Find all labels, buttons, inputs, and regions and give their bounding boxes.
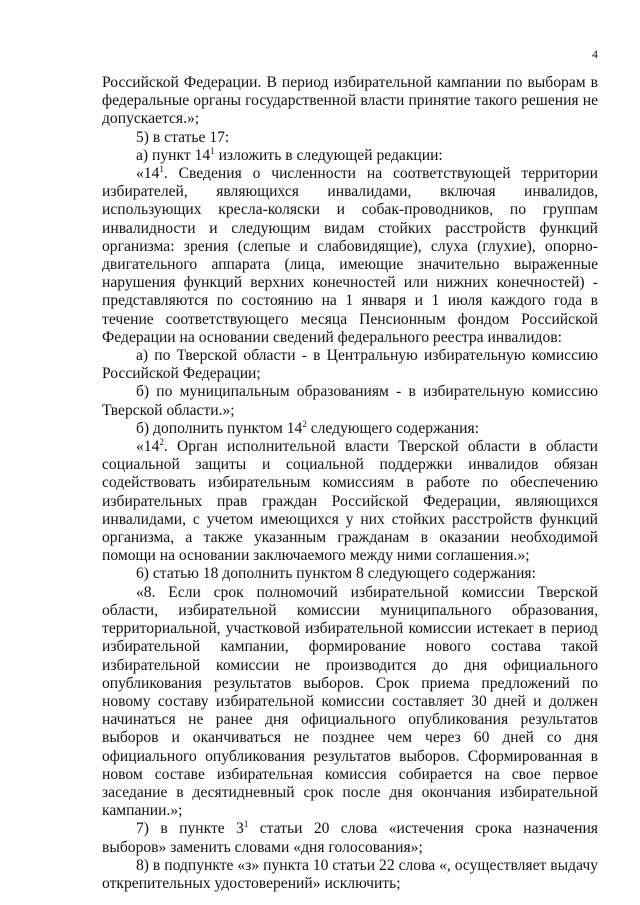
superscript: 1 xyxy=(159,164,164,175)
page-number: 4 xyxy=(592,47,598,61)
paragraph-2: 5) в статье 17: xyxy=(136,128,230,146)
paragraph-7: б) дополнить пунктом $14^2$ следующего содержания: xyxy=(136,418,479,437)
paragraph-12: 8) в подпункте «з» пункта 10 статьи 22 слова «, осуществляет выдачу открепительных удостоверений» исключить; xyxy=(102,856,598,892)
paragraph-11: 7) в пункте $3^1$ статьи 20 слова «истечения срока назначения выборов» заменить словами «дня голосования»; xyxy=(102,819,598,856)
paragraph-10: «8. Если срок полномочий избирательной комиссии Тверской области, избирательной комиссии муниципального образования, территориальной, участковой избирательной комиссии истекает в период избирательной кампании, формирование нового состава такой избирательной комиссии не производится до дня официального опубликования результатов выборов. Срок приема предложений по новому составу избирательной комиссии составляет 30 дней и должен начинаться не ранее дня официального опубликования результатов выборов и оканчиваться не позднее чем через 60 дней со дня официального опубликования результатов выборов. Сформированная в новом составе избирательная комиссия собирается на свое первое заседание в десятидневный срок после дня окончания избирательной кампании.»; xyxy=(102,583,598,820)
paragraph-1: Российской Федерации. В период избирательной кампании по выборам в федеральные органы государственной власти принятие такого решения не допускается.»; xyxy=(102,74,598,128)
paragraph-5: а) по Тверской области - в Центральную избирательную комиссию Российской Федерации; xyxy=(102,347,598,383)
superscript: 1 xyxy=(243,819,249,830)
paragraph-9: 6) статью 18 дополнить пунктом 8 следующего содержания: xyxy=(136,565,536,583)
paragraph-3: а) пункт $14^1$ изложить в следующей редакции: xyxy=(136,145,443,164)
paragraph-6: б) по муниципальным образованиям - в избирательную комиссию Тверской области.»; xyxy=(102,383,598,419)
superscript: 2 xyxy=(302,418,307,429)
paragraph-8: «$14^2$. Орган исполнительной власти Тверской области в области социальной защиты и социальной поддержки инвалидов обязан содействовать избирательным комиссиям в работе по обеспечению избирательных прав граждан Российской Федерации, являющихся инвалидами, с учетом имеющихся у них стойких расстройств функций организма, а также указанным гражданам в оказании необходимой помощи на основании заключаемого между ними соглашения.»; xyxy=(102,437,598,565)
document-body xyxy=(102,74,598,893)
superscript: 1 xyxy=(210,145,215,156)
superscript: 2 xyxy=(159,437,164,448)
paragraph-4: «$14^1$. Сведения о численности на соответствующей территории избирателей, являющихся инвалидами, включая инвалидов, использующих кресла-коляски и собак-проводников, по группам инвалидности и следующим видам стойких расстройств функций организма: зрения (слепые и слабовидящие), слуха (глухие), опорно-двигательного аппарата (лица, имеющие значительно выраженные нарушения функций верхних конечностей или нижних конечностей) - представляются по состоянию на 1 января и 1 июля каждого года в течение соответствующего месяца Пенсионным фондом Российской Федерации на основании сведений федерального реестра инвалидов: xyxy=(102,164,598,346)
